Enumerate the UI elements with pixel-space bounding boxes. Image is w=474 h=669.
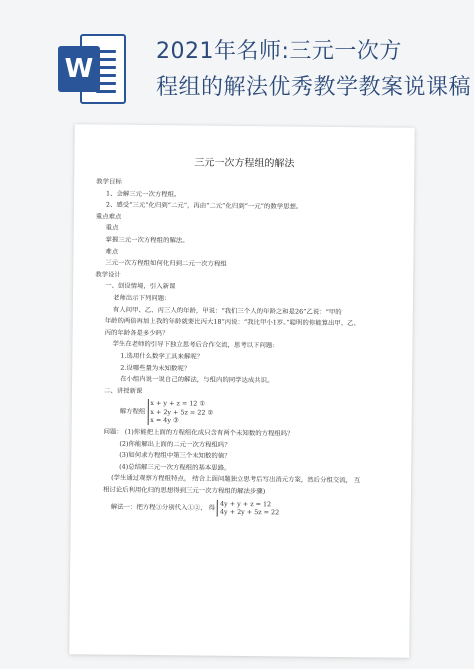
equation-brace [147, 399, 213, 425]
document-body [93, 176, 401, 520]
text-line: 1、会解三元一次方程组。 [106, 189, 181, 198]
title-line-1: 2021年名师:三元一次方 [156, 39, 402, 64]
equation: x + y + z = 12 ① [150, 399, 206, 408]
text-line: (4)总结解三元一次方程组的基本思路。 [119, 462, 231, 472]
text-line: 问题： (1)你能把上面的方程组化成只含有两个未知数的方程组吗？ [103, 427, 294, 438]
word-doc-icon [58, 32, 128, 106]
equation: 4y + 2y + 5z = 22 [219, 507, 280, 517]
title-line-2: 程组的解法优秀教学教案说课稿 [156, 75, 472, 100]
text-line: 教学目标 [96, 177, 122, 186]
text-line: 老师出示下列问题： [112, 293, 171, 303]
document-header [0, 0, 474, 120]
text-line: 年龄的两倍再加上我的年龄就要比丙大18”丙说：“我比甲小1岁。”聪明的你能算出甲、乙、 [104, 316, 361, 328]
text-line: (2)你能解出上面的二元一次方程组吗？ [119, 439, 231, 449]
equation-brace [217, 499, 279, 517]
text-line: 三元一次方程组如何化归到二元一次方程组 [105, 258, 227, 268]
equation: x = 4y ③ [150, 416, 179, 425]
text-line: 在小组内说一说自己的解法，与组内的同学达成共识。 [120, 374, 274, 385]
text-line: 难点 [105, 247, 119, 256]
document-page [69, 124, 415, 658]
text-line: 2、感受“三元”化归到“二元”，再由“二元”化归到“一元”的数学思想。 [105, 200, 303, 211]
text-line: 学生在老师的引导下独立思考后合作交流，思考以下问题： [112, 339, 279, 350]
equation-label: 解方程组 [119, 407, 146, 416]
text-line: 重点难点 [95, 212, 122, 221]
text-line: 二、讲授新课 [103, 386, 143, 395]
text-line: 有人问甲、乙、丙三人的年龄，甲说：“我们三个人的年龄之和是26”乙说：“甲的 [112, 305, 342, 316]
text-line: (学生通过观察方程组特点， 结合上面问题独立思考后写出消元方案，然后分组交流， 互 [111, 474, 361, 485]
text-line: 2.设哪些量为未知数呢？ [120, 363, 191, 372]
text-line: 相讨论后利用化归的思想得到三元一次方程组的解法步骤) [102, 485, 266, 496]
text-line: 教学设计 [95, 270, 121, 279]
text-line: 1.选用什么数学工具来解呢？ [120, 351, 204, 361]
text-line: (3)如何求方程组中第三个未知数的值？ [119, 450, 231, 461]
text-line: 重点 [105, 223, 119, 233]
text-line: 一、创设情境，引入新课 [105, 281, 176, 291]
equation: 4y + y + z = 12 [220, 499, 272, 508]
document-title: 三元一次方程组的解法 [194, 157, 295, 170]
word-letter-badge: W [58, 46, 100, 92]
page-title [156, 34, 472, 106]
equation-label: 解法一：把方程③分别代入①②， 得 [110, 502, 216, 512]
equation-system [93, 498, 397, 518]
equation: x + 2y + 5z = 22 ② [150, 407, 214, 417]
text-line: 丙的年龄各是多少吗？ [104, 328, 169, 337]
equation-system [94, 399, 398, 428]
text-line: 掌握三元一次方程组的解法。 [105, 235, 189, 245]
